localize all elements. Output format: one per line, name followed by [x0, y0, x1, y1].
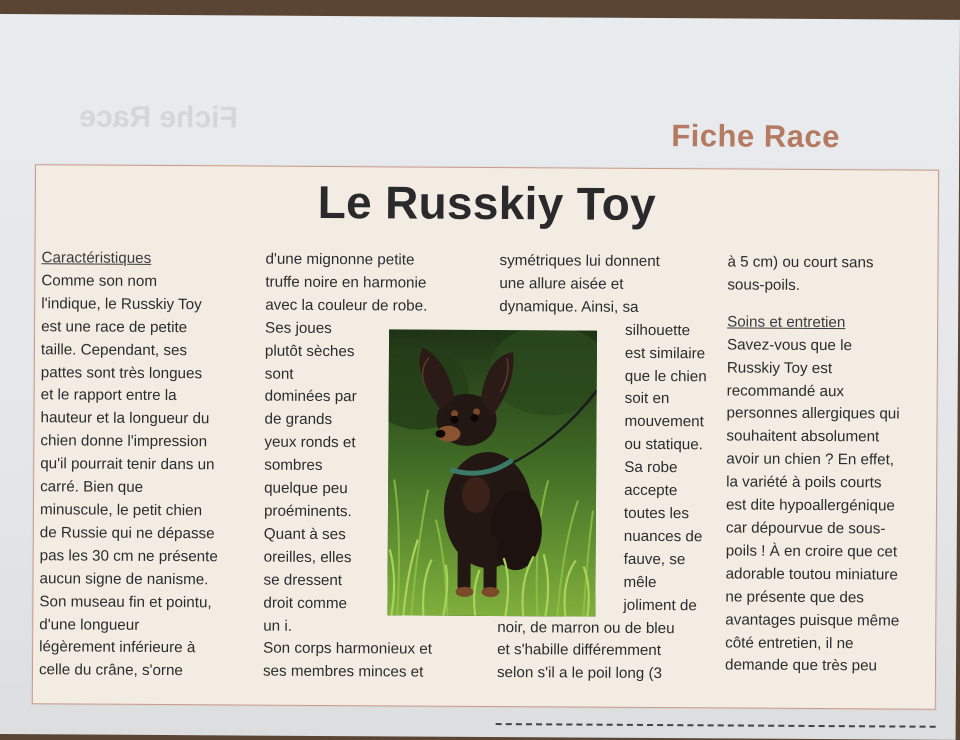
text-line: Sa robe	[624, 458, 678, 477]
text-line: noir, de marron ou de bleu	[497, 618, 675, 637]
text-line: demande que très peu	[724, 656, 878, 675]
text-line: accepte	[624, 481, 678, 500]
paragraph-gap	[727, 297, 901, 312]
text-line: dominées par	[264, 388, 357, 406]
text-line: la variété à poils courts	[726, 473, 882, 492]
text-line: avec la couleur de robe.	[265, 296, 428, 315]
text-line: yeux ronds et	[264, 433, 356, 452]
text-line: taille. Cependant, ses	[40, 340, 188, 359]
text-line: ou statique.	[624, 436, 703, 454]
text-line: Savez-vous que le	[726, 336, 852, 354]
text-line: recommandé aux	[726, 381, 845, 400]
text-line: de Russie qui ne dépasse	[39, 524, 215, 543]
text-line: un i.	[263, 617, 293, 635]
text-line: l'indique, le Russkiy Toy	[41, 295, 202, 314]
section-title: Fiche Race	[671, 118, 841, 155]
text-line: truffe noire en harmonie	[265, 273, 427, 292]
text-line: Russkiy Toy est	[726, 359, 833, 377]
text-line: que le chien	[624, 367, 707, 385]
text-line: qu'il pourrait tenir dans un	[40, 455, 215, 474]
text-line: dynamique. Ainsi, sa	[499, 297, 639, 316]
article-title: Le Russkiy Toy	[317, 175, 657, 231]
text-line: Comme son nom	[41, 272, 158, 290]
text-line: personnes allergiques qui	[726, 404, 900, 423]
text-line: pattes sont très longues	[40, 363, 203, 382]
text-line: avoir un chien ? En effet,	[726, 450, 895, 469]
text-line: Son museau fin et pointu,	[39, 592, 212, 611]
text-line: poils ! À en croire que cet	[725, 542, 898, 561]
text-line: avantages puisque même	[725, 611, 900, 630]
text-line: sous-poils.	[727, 276, 801, 294]
text-line: côté entretien, il ne	[725, 633, 854, 652]
column-4	[725, 251, 902, 678]
text-line: légèrement inférieure à	[39, 638, 196, 657]
text-line: d'une mignonne petite	[265, 250, 415, 269]
text-line: est similaire	[624, 344, 706, 362]
text-line: toutes les	[623, 504, 690, 523]
dog-illustration	[387, 329, 597, 616]
text-line: une allure aisée et	[499, 274, 624, 293]
text-line: chien donne l'impression	[40, 432, 208, 451]
text-line: et le rapport entre la	[40, 386, 177, 405]
article-box	[32, 164, 939, 710]
text-line: car dépourvue de sous-	[725, 519, 886, 538]
text-line: mêle	[623, 573, 657, 591]
text-line: se dressent	[263, 571, 343, 589]
text-line: pas les 30 cm ne présente	[39, 547, 218, 566]
text-line: Son corps harmonieux et	[263, 640, 433, 659]
text-line: souhaitent absolument	[726, 427, 880, 446]
dashed-rule	[496, 723, 936, 728]
text-line: proéminents.	[263, 502, 352, 521]
text-line: est dite hypoallergénique	[725, 496, 895, 515]
text-line: joliment de	[623, 596, 697, 614]
text-line: sombres	[264, 456, 323, 475]
text-line: carré. Bien que	[40, 478, 144, 496]
heading-soins-entretien: Soins et entretien	[727, 313, 846, 331]
text-line: ses membres minces et	[262, 662, 424, 681]
text-line: quelque peu	[264, 479, 348, 498]
dog-photo	[387, 329, 597, 616]
text-line: plutôt sèches	[264, 342, 355, 360]
text-line: sont	[264, 365, 294, 383]
text-line: Ses joues	[265, 319, 332, 337]
text-line: est une race de petite	[41, 317, 188, 336]
text-line: mouvement	[624, 413, 704, 431]
text-line: oreilles, elles	[263, 548, 352, 566]
text-line: et s'habille différemment	[497, 641, 662, 660]
text-line: hauteur et la longueur du	[40, 409, 210, 428]
text-line: silhouette	[625, 321, 691, 339]
text-line: à 5 cm) ou court sans	[727, 253, 874, 272]
text-line: d'une longueur	[39, 615, 140, 634]
text-line: soit en	[624, 390, 670, 408]
text-line: ne présente que des	[725, 588, 864, 606]
text-line: symétriques lui donnent	[499, 252, 660, 271]
text-line: Quant à ses	[263, 525, 346, 543]
text-line: fauve, se	[623, 550, 686, 568]
magazine-page	[0, 14, 960, 740]
text-line: adorable toutou miniature	[725, 565, 898, 584]
text-line: celle du crâne, s'orne	[38, 661, 183, 680]
text-line: nuances de	[623, 527, 703, 546]
text-line: minuscule, le petit chien	[39, 501, 203, 520]
show-through-text: Fiche Race	[79, 100, 238, 135]
text-line: selon s'il a le poil long (3	[496, 664, 663, 683]
text-line: de grands	[264, 410, 333, 429]
text-line: droit comme	[263, 594, 348, 612]
text-line: aucun signe de nanisme.	[39, 569, 209, 588]
column-1	[39, 247, 220, 683]
heading-caracteristiques: Caractéristiques	[41, 249, 152, 267]
